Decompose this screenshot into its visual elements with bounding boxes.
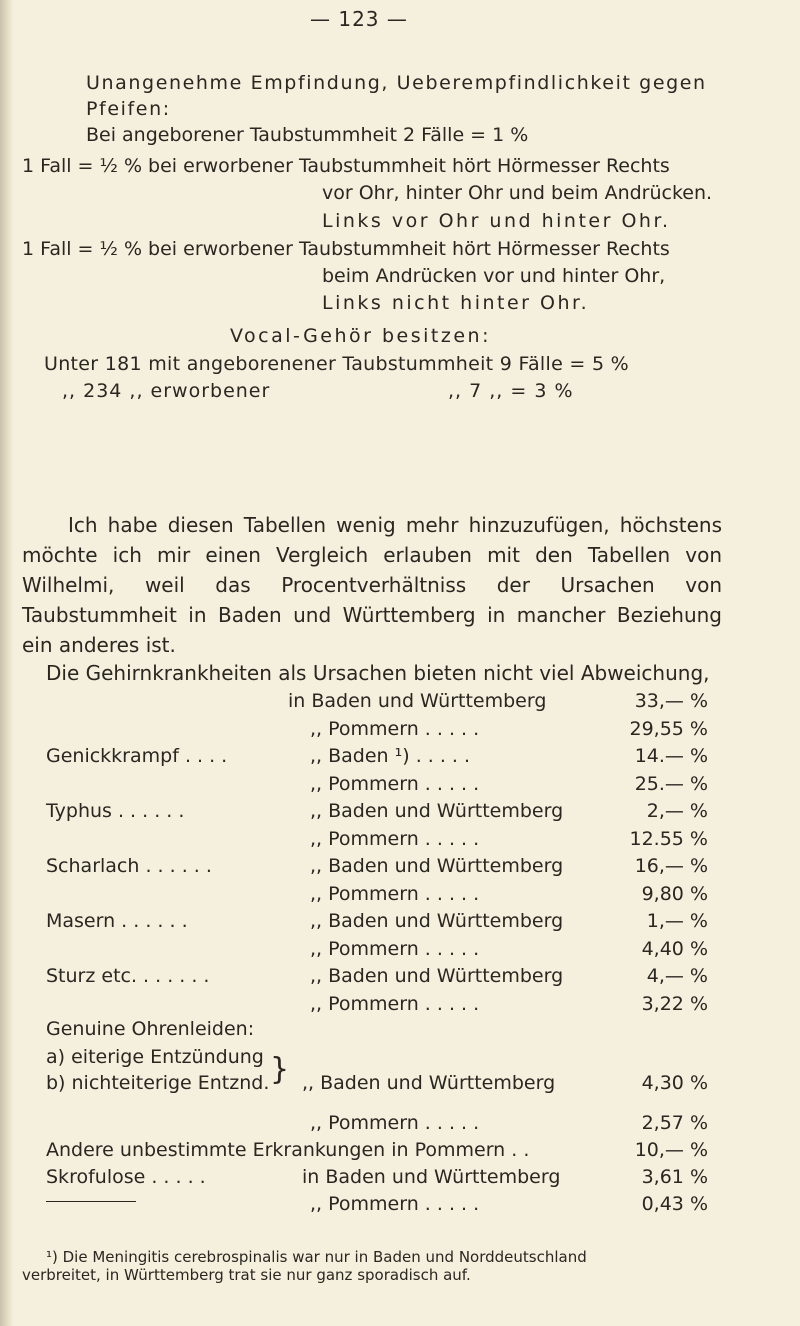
page-number: — 123 — — [310, 7, 408, 31]
table-row-label: Scharlach . . . . . . — [46, 855, 212, 877]
genuine-pommern-value: 2,57 % — [641, 1112, 708, 1134]
case1-line1: 1 Fall = ½ % bei erworbener Taubstummheit hört Hörmesser Rechts — [22, 155, 670, 177]
table-row-value: 12.55 % — [629, 827, 708, 850]
table-row-region: ,, Baden ¹) . . . . . — [310, 745, 471, 767]
table-row-label: Masern . . . . . . — [46, 910, 188, 932]
table-row-value: 1,— % — [646, 910, 708, 932]
table-row-region: ,, Pommern . . . . . — [310, 772, 480, 795]
table-row-region: ,, Baden und Württemberg — [310, 855, 564, 877]
table-row-label: Genickkrampf . . . . — [46, 745, 228, 767]
vocal-row-acquired-a: ,, 234 ,, erworbener — [62, 380, 271, 402]
table-row-region: ,, Baden und Württemberg — [310, 965, 564, 987]
case2-line3: Links nicht hinter Ohr. — [322, 292, 590, 314]
table-row-region: ,, Pommern . . . . . — [310, 882, 480, 905]
table-row-value: 4,40 % — [641, 937, 708, 960]
table-row-value: 16,— % — [634, 855, 708, 877]
table-row-region: ,, Pommern . . . . . — [310, 827, 480, 850]
table-row-value: 25.— % — [634, 772, 708, 795]
scrofula-label: Skrofulose . . . . . — [46, 1166, 206, 1188]
table-row-region: ,, Pommern . . . . . — [310, 937, 480, 960]
case2-line1: 1 Fall = ½ % bei erworbener Taubstummheit hört Hörmesser Rechts — [22, 238, 670, 260]
genuine-b: b) nichteiterige Entznd. — [46, 1072, 270, 1094]
scrofula-value: 3,61 % — [641, 1166, 708, 1188]
vocal-row-acquired-b: ,, 7 ,, = 3 % — [448, 380, 574, 402]
case2-line2: beim Andrücken vor und hinter Ohr, — [322, 265, 666, 287]
table-row-region: in Baden und Württemberg — [288, 690, 547, 712]
table-row-region: ,, Pommern . . . . . — [310, 992, 480, 1015]
scrofula-pommern-value: 0,43 % — [641, 1193, 708, 1215]
genuine-a: a) eiterige Entzündung — [46, 1046, 264, 1068]
genuine-ear-label: Genuine Ohrenleiden: — [46, 1018, 255, 1040]
table-row-label: Typhus . . . . . . — [46, 800, 185, 822]
table-row-value: 9,80 % — [641, 882, 708, 905]
brain-disease-intro: Die Gehirnkrankheiten als Ursachen bieten nicht viel Abweichung, — [46, 661, 710, 685]
footnote-line-1: ¹) Die Meningitis cerebrospinalis war nur in Baden und Norddeutschland — [46, 1248, 587, 1266]
table-row-value: 14.— % — [634, 745, 708, 767]
vocal-hearing-title: Vocal-Gehör besitzen: — [230, 325, 491, 347]
table-row-value: 33,— % — [634, 690, 708, 712]
table-row-value: 2,— % — [646, 800, 708, 822]
genuine-pommern-region: ,, Pommern . . . . . — [310, 1112, 480, 1134]
other-diseases: Andere unbestimmte Erkrankungen in Pommern . . — [46, 1139, 530, 1161]
congenital-line: Bei angeborener Taubstummheit 2 Fälle = 1 % — [86, 124, 529, 146]
genuine-region: ,, Baden und Württemberg — [302, 1072, 556, 1094]
scrofula-pommern-region: ,, Pommern . . . . . — [310, 1193, 480, 1215]
table-row-value: 3,22 % — [641, 992, 708, 1015]
footnote-rule — [46, 1201, 136, 1202]
other-diseases-value: 10,— % — [634, 1139, 708, 1161]
table-row-label: Sturz etc. . . . . . . — [46, 965, 210, 987]
footnote-line-2: verbreitet, in Württemberg trat sie nur ganz sporadisch auf. — [22, 1266, 471, 1284]
scrofula-region: in Baden und Württemberg — [302, 1166, 561, 1188]
section-title-whistle: Unangenehme Empfindung, Ueberempfindlichkeit gegen Pfeifen: — [86, 72, 707, 120]
footnote — [22, 1248, 722, 1284]
comparison-paragraph: Ich habe diesen Tabellen wenig mehr hinzuzufügen, höchstens möchte ich mir einen Vergleich erlauben mit den Tabellen von Wilhelmi, weil das Procentverhältniss der Ursachen von Taubstummheit in Baden und Württemberg in mancher Beziehung ein anderes ist. — [22, 513, 722, 657]
vocal-row-congenital: Unter 181 mit angeborenener Taubstummheit 9 Fälle = 5 % — [44, 353, 630, 375]
table-row-region: ,, Pommern . . . . . — [310, 717, 480, 740]
brace-icon: } — [270, 1052, 290, 1087]
case1-line2: vor Ohr, hinter Ohr und beim Andrücken. — [322, 182, 713, 204]
table-row-region: ,, Baden und Württemberg — [310, 800, 564, 822]
table-row-region: ,, Baden und Württemberg — [310, 910, 564, 932]
table-row-value: 29,55 % — [629, 717, 708, 740]
table-row-value: 4,— % — [646, 965, 708, 987]
genuine-value: 4,30 % — [641, 1072, 708, 1094]
case1-line3: Links vor Ohr und hinter Ohr. — [322, 210, 671, 232]
